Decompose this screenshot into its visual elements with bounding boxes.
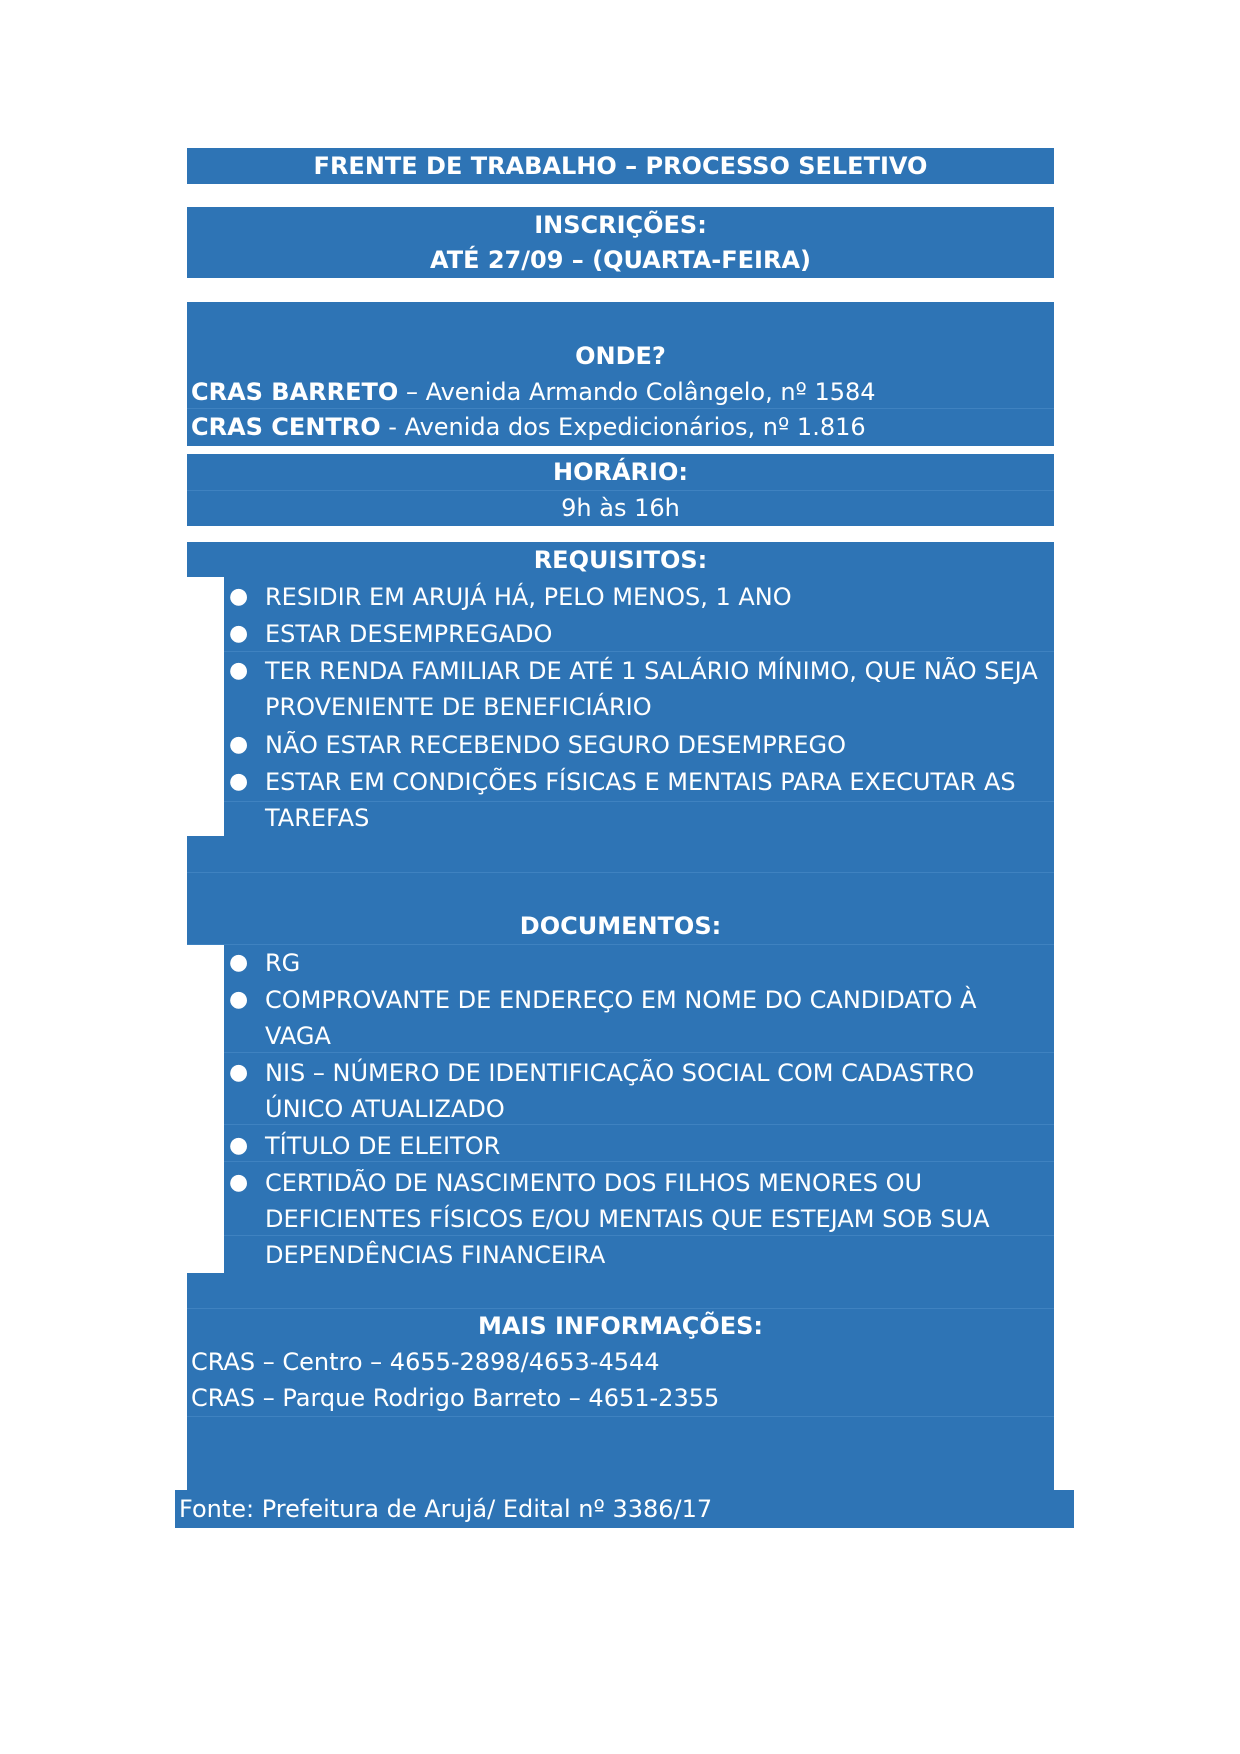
contact-line: CRAS – Centro – 4655-2898/4653-4544 bbox=[191, 1348, 660, 1376]
bullet-icon: ● bbox=[229, 1133, 249, 1158]
location-name: CRAS CENTRO bbox=[191, 413, 381, 441]
onde-heading: ONDE? bbox=[575, 342, 666, 370]
location-address: – Avenida Armando Colângelo, nº 1584 bbox=[398, 378, 876, 406]
location-centro bbox=[191, 409, 866, 445]
list-item: NIS – NÚMERO DE IDENTIFICAÇÃO SOCIAL COM CADASTRO bbox=[265, 1059, 975, 1087]
list-indent-notch bbox=[187, 577, 224, 836]
source-text: Fonte: Prefeitura de Arujá/ Edital nº 3386/17 bbox=[179, 1495, 713, 1523]
inscricoes-block bbox=[187, 207, 1054, 278]
list-item-continuation: PROVENIENTE DE BENEFICIÁRIO bbox=[265, 693, 652, 721]
page-title: FRENTE DE TRABALHO – PROCESSO SELETIVO bbox=[313, 152, 928, 180]
list-item: COMPROVANTE DE ENDEREÇO EM NOME DO CANDIDATO À bbox=[265, 986, 977, 1014]
mais-info-heading: MAIS INFORMAÇÕES: bbox=[477, 1312, 764, 1340]
list-item: RG bbox=[265, 949, 301, 977]
location-address: - Avenida dos Expedicionários, nº 1.816 bbox=[380, 413, 866, 441]
bullet-icon: ● bbox=[229, 732, 249, 757]
inscricoes-heading: INSCRIÇÕES: bbox=[534, 211, 707, 239]
list-item-continuation: TAREFAS bbox=[265, 804, 370, 832]
horario-value: 9h às 16h bbox=[561, 494, 680, 522]
location-name: CRAS BARRETO bbox=[191, 378, 399, 406]
bullet-icon: ● bbox=[229, 658, 249, 683]
bullet-icon: ● bbox=[229, 621, 249, 646]
list-item: CERTIDÃO DE NASCIMENTO DOS FILHOS MENORES OU bbox=[265, 1169, 923, 1197]
bullet-icon: ● bbox=[229, 584, 249, 609]
list-item: NÃO ESTAR RECEBENDO SEGURO DESEMPREGO bbox=[265, 731, 847, 759]
contact-line: CRAS – Parque Rodrigo Barreto – 4651-2355 bbox=[191, 1384, 720, 1412]
location-barreto bbox=[191, 374, 876, 410]
documentos-heading: DOCUMENTOS: bbox=[519, 912, 722, 940]
list-item: ESTAR DESEMPREGADO bbox=[265, 620, 553, 648]
bullet-icon: ● bbox=[229, 987, 249, 1012]
list-item: RESIDIR EM ARUJÁ HÁ, PELO MENOS, 1 ANO bbox=[265, 583, 792, 611]
list-item-continuation: DEPENDÊNCIAS FINANCEIRA bbox=[265, 1241, 606, 1269]
inscricoes-date: ATÉ 27/09 – (QUARTA-FEIRA) bbox=[430, 246, 811, 274]
onde-block bbox=[187, 302, 1054, 446]
title-block bbox=[187, 148, 1054, 184]
list-indent-notch bbox=[187, 945, 224, 1273]
list-item-continuation: DEFICIENTES FÍSICOS E/OU MENTAIS QUE ESTEJAM SOB SUA bbox=[265, 1205, 990, 1233]
bullet-icon: ● bbox=[229, 1170, 249, 1195]
list-item: TÍTULO DE ELEITOR bbox=[265, 1132, 501, 1160]
list-item-continuation: ÚNICO ATUALIZADO bbox=[265, 1095, 505, 1123]
bullet-icon: ● bbox=[229, 1060, 249, 1085]
list-item: ESTAR EM CONDIÇÕES FÍSICAS E MENTAIS PARA EXECUTAR AS bbox=[265, 768, 1016, 796]
source-footer bbox=[175, 1490, 1074, 1528]
main-block bbox=[187, 542, 1054, 1490]
requisitos-heading: REQUISITOS: bbox=[533, 546, 708, 574]
bullet-icon: ● bbox=[229, 769, 249, 794]
list-item: TER RENDA FAMILIAR DE ATÉ 1 SALÁRIO MÍNIMO, QUE NÃO SEJA bbox=[265, 657, 1038, 685]
horario-heading: HORÁRIO: bbox=[553, 458, 688, 486]
horario-block bbox=[187, 454, 1054, 526]
bullet-icon: ● bbox=[229, 950, 249, 975]
list-item-continuation: VAGA bbox=[265, 1022, 331, 1050]
